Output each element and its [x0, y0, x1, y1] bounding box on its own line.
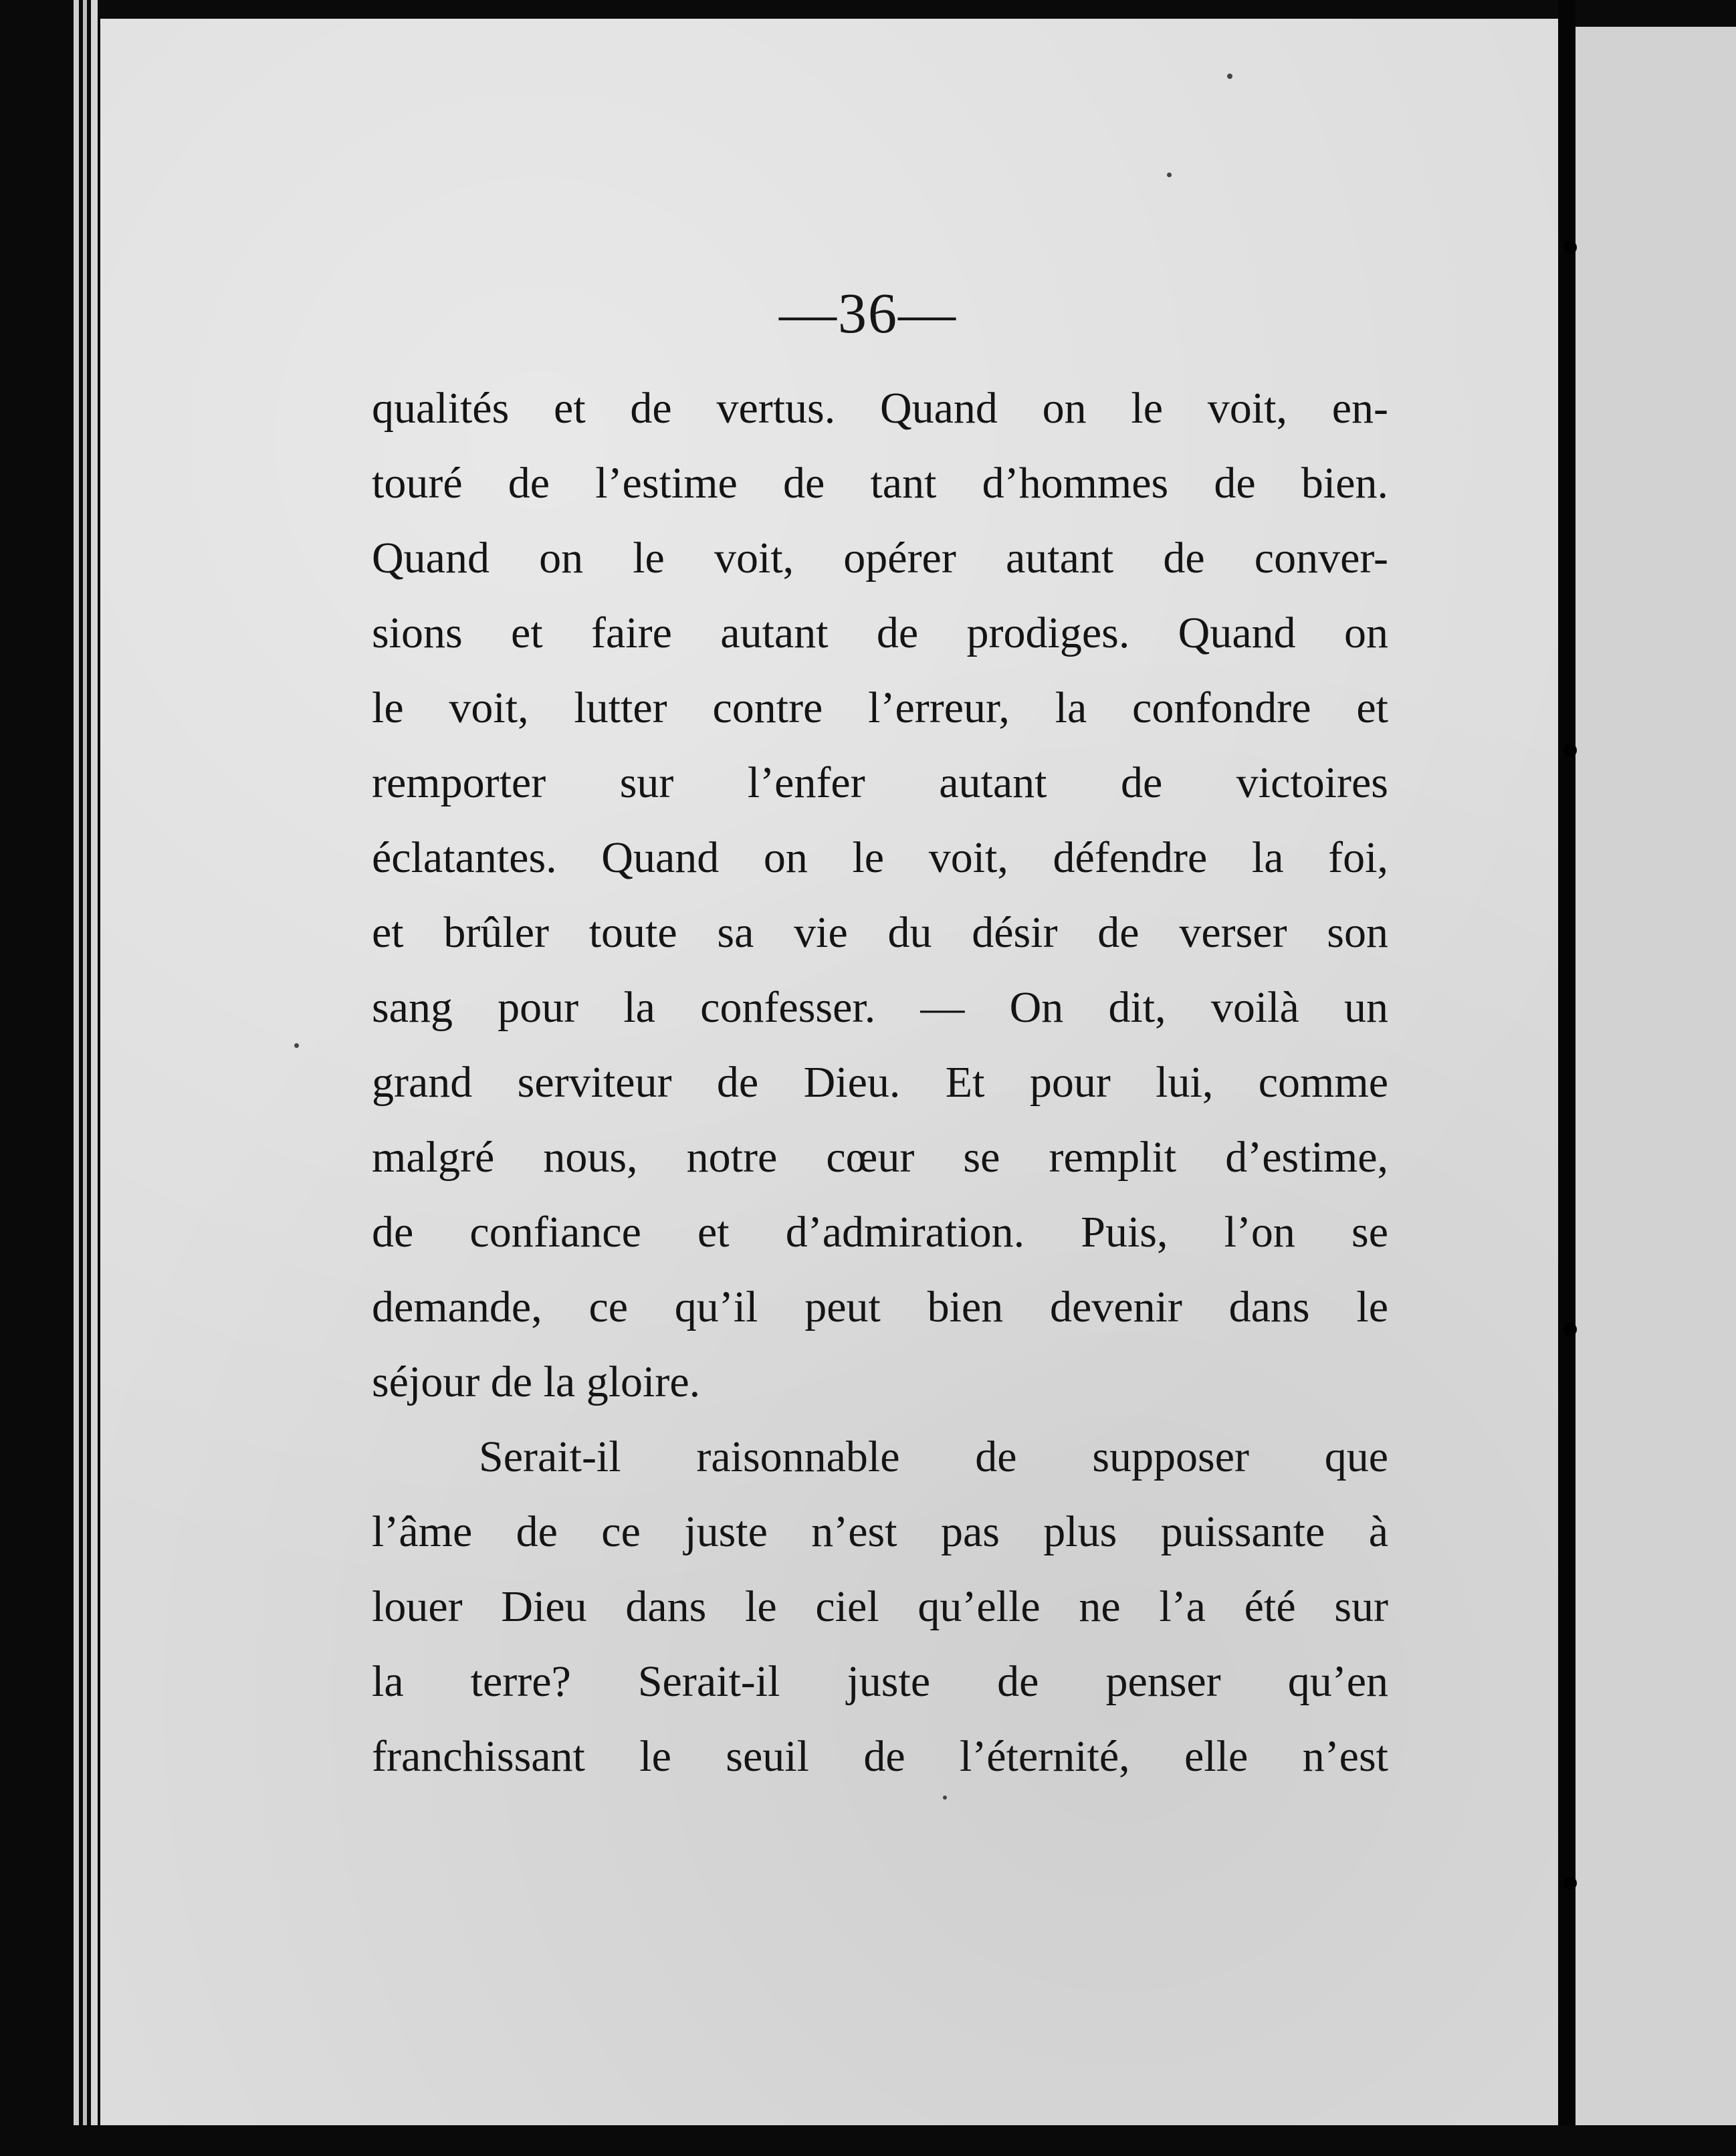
text-line: franchissant le seuil de l’éternité, elle n’est [372, 1732, 1388, 1781]
paragraph [372, 371, 1388, 1420]
text-line: le voit, lutter contre l’erreur, la confondre et [372, 683, 1388, 732]
text-line: qualités et de vertus. Quand on le voit, en- [372, 384, 1388, 433]
text-line: Serait-il raisonnable de supposer que [479, 1432, 1388, 1481]
binding-stitch [1563, 241, 1577, 254]
page-number: —36— [779, 281, 957, 345]
paper-speck [1227, 74, 1232, 79]
text-line: l’âme de ce juste n’est pas plus puissante à [372, 1507, 1388, 1556]
paragraph [372, 1420, 1388, 1794]
text-line: éclatantes. Quand on le voit, défendre la foi, [372, 833, 1388, 882]
text-line: et brûler toute sa vie du désir de verser son [372, 908, 1388, 957]
text-line: Quand on le voit, opérer autant de conver- [372, 534, 1388, 582]
paper-speck [294, 1043, 299, 1048]
text-line: touré de l’estime de tant d’hommes de bien. [372, 459, 1388, 508]
text-line: louer Dieu dans le ciel qu’elle ne l’a été sur [372, 1582, 1388, 1631]
text-line: sions et faire autant de prodiges. Quand on [372, 609, 1388, 657]
binding-stitch [1563, 744, 1577, 757]
body-text [372, 371, 1388, 1794]
paper-speck [1167, 173, 1172, 177]
text-line: demande, ce qu’il peut bien devenir dans le [372, 1283, 1388, 1331]
text-line: de confiance et d’admiration. Puis, l’on se [372, 1208, 1388, 1257]
paper-speck [943, 1796, 947, 1800]
binding-stitch [1563, 1323, 1577, 1336]
text-line: remporter sur l’enfer autant de victoires [372, 758, 1388, 807]
text-line: grand serviteur de Dieu. Et pour lui, comme [372, 1058, 1388, 1107]
scan-border [0, 2125, 1736, 2156]
text-line: sang pour la confesser. — On dit, voilà un [372, 983, 1388, 1032]
text-line: la terre? Serait-il juste de penser qu’en [372, 1657, 1388, 1706]
text-line: malgré nous, notre cœur se remplit d’estime, [372, 1133, 1388, 1182]
binding-stitch [1563, 1876, 1577, 1890]
text-line: séjour de la gloire. [372, 1358, 701, 1406]
